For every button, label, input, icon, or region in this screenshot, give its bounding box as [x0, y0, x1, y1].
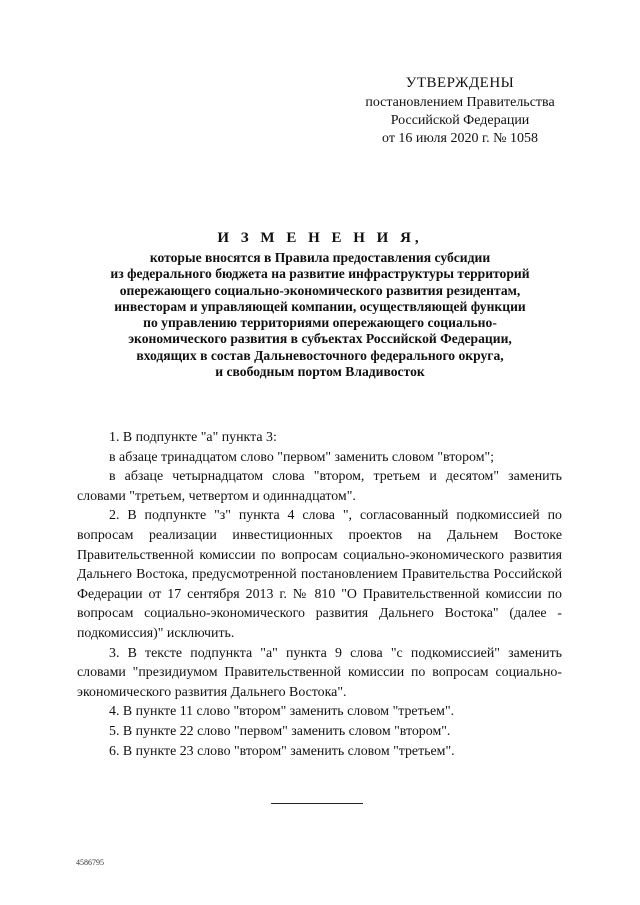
approval-line-3: от 16 июля 2020 г. № 1058	[382, 131, 538, 146]
document-title: И З М Е Н Е Н И Я,	[217, 230, 423, 246]
paragraph-1: 1. В подпункте "а" пункта 3:	[109, 430, 277, 445]
subtitle-line: по управлению территориями опережающего социально-	[143, 315, 497, 331]
paragraph-2: 2. В подпункте "з" пункта 4 слова ", согласованный подкомиссией по вопросам реализации инвестиционных проектов на Дальнем Востоке Правительственной комиссии по вопросам социально-экономического развития Дальнего Востока, предусмотренной постановлением Правительства Российской Федерации от 17 сентября 2013 г. № 810 "О Правительственной комиссии по вопросам социально-экономического развития Дальнего Востока" (далее - подкомиссия)" исключить.	[77, 508, 562, 641]
subtitle-line: опережающего социально-экономического развития резидентам,	[119, 282, 521, 298]
subtitle-line: и свободным портом Владивосток	[215, 364, 425, 380]
subtitle-line: которые вносятся в Правила предоставления субсидии	[149, 250, 491, 265]
subtitle-line: из федерального бюджета на развитие инфраструктуры территорий	[110, 266, 530, 282]
document-body	[77, 428, 562, 761]
subtitle-line: экономического развития в субъектах Российской Федерации,	[128, 331, 512, 347]
paragraph-6: 6. В пункте 23 слово "втором" заменить словом "третьем".	[109, 743, 455, 759]
paragraph-3: 3. В тексте подпункта "а" пункта 9 слова "с подкомиссией" заменить словами "президиумом Правительственной комиссии по вопросам социально-экономического развития Дальнего Востока".	[77, 645, 562, 700]
approval-line-1: постановлением Правительства	[365, 95, 555, 110]
subtitle-line: инвесторам и управляющей компании, осуществляющей функции	[114, 298, 526, 314]
document-number: 4586795	[76, 858, 104, 867]
subtitle-line: входящих в состав Дальневосточного федерального округа,	[136, 347, 504, 363]
paragraph-4: 4. В пункте 11 слово "втором" заменить словом "третьем".	[109, 704, 455, 720]
paragraph-5: 5. В пункте 22 слово "первом" заменить словом "втором".	[109, 723, 451, 739]
approval-block	[340, 74, 580, 148]
approval-line-2: Российской Федерации	[390, 113, 530, 128]
paragraph-1b: в абзаце четырнадцатом слова "втором, третьем и десятом" заменить словами "третьем, четвертом и одиннадцатом".	[77, 469, 562, 504]
document-subtitle	[70, 250, 570, 380]
end-separator-line	[271, 803, 363, 804]
approval-title: УТВЕРЖДЕНЫ	[405, 75, 515, 91]
paragraph-1a: в абзаце тринадцатом слово "первом" заменить словом "втором";	[109, 449, 495, 465]
